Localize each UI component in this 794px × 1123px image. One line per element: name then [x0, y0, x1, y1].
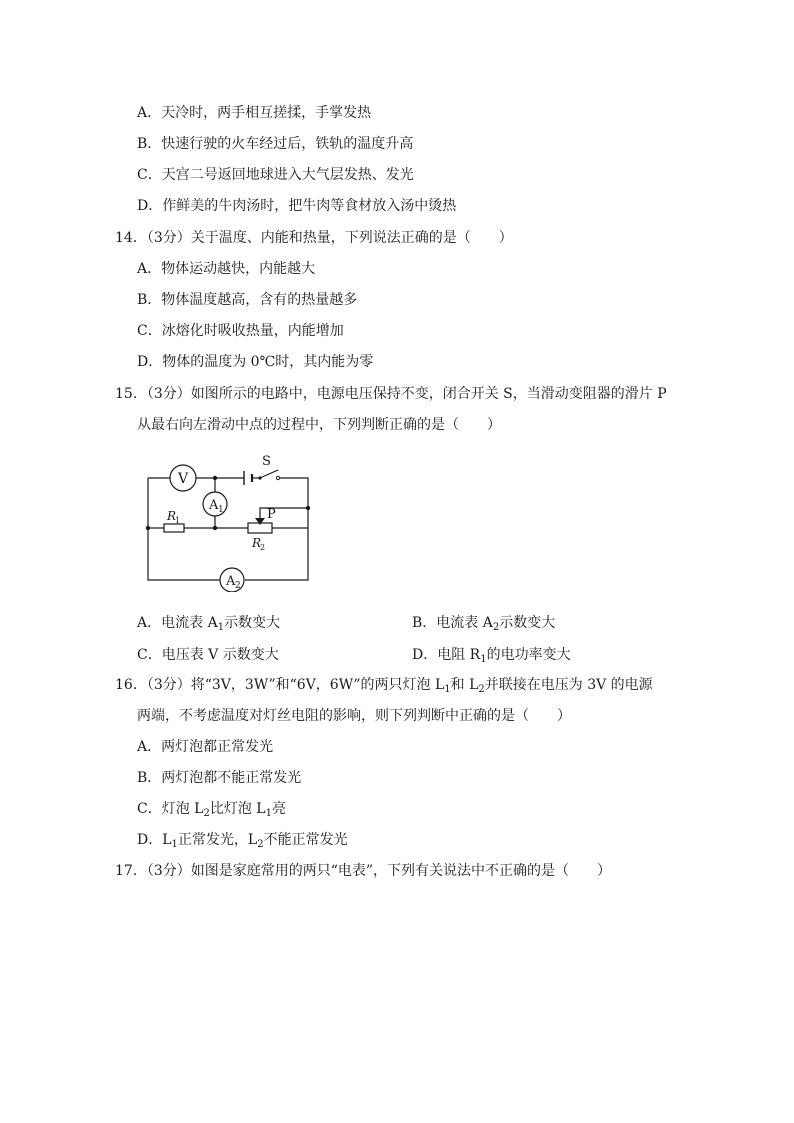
- q16-option-a: A．两灯泡都正常发光: [137, 739, 274, 755]
- junction-middle: [213, 526, 217, 530]
- ammeter-a2-label: A: [226, 574, 236, 589]
- resistor-r1-icon: [164, 524, 184, 532]
- q15-option-c: C．电压表 V 示数变大: [137, 647, 279, 663]
- q17-stem: 17．（3分）如图是家庭常用的两只“电表”，下列有关说法中不正确的是（ ）: [115, 863, 612, 879]
- q14-option-a: A．物体运动越快，内能越大: [137, 261, 316, 277]
- slider-label: P: [267, 507, 276, 522]
- resistor-r1-sub: 1: [175, 516, 181, 525]
- resistor-r2-label: R: [252, 536, 262, 550]
- q13-option-c: C．天宫二号返回地球进入大气层发热、发光: [137, 167, 414, 183]
- q13-option-a: A．天冷时，两手相互搓揉，手掌发热: [137, 105, 372, 121]
- q16-stem-line1: 16．（3分）将“3V，3W”和“6V，6W”的两只灯泡 $L_1$和 $L_2$并联接在电压为 3V 的电源: [115, 677, 653, 695]
- switch-label: S: [262, 454, 271, 469]
- q15-stem-line2: 从最右向左滑动中点的过程中，下列判断正确的是（ ）: [137, 417, 501, 433]
- ammeter-a1-label: A: [209, 498, 219, 513]
- q16-stem-line2: 两端，不考虑温度对灯丝电阻的影响，则下列判断中正确的是（ ）: [137, 708, 571, 724]
- switch-blade: [260, 470, 278, 478]
- q15-stem-line1: 15．（3分）如图所示的电路中，电源电压保持不变，闭合开关 S，当滑动变阻器的滑片 P: [115, 386, 667, 402]
- switch-contact-left: [258, 476, 261, 479]
- q16-option-b: B．两灯泡都不能正常发光: [137, 770, 302, 786]
- q15-option-a: A．电流表 $A_1$示数变大: [137, 615, 281, 633]
- junction-left: [146, 526, 150, 530]
- q14-option-d: D．物体的温度为 0℃时，其内能为零: [137, 354, 374, 370]
- q13-option-d: D．作鲜美的牛肉汤时，把牛肉等食材放入汤中烫热: [137, 198, 457, 214]
- q15-circuit-diagram: [140, 452, 320, 592]
- q14-option-b: B．物体温度越高，含有的热量越多: [137, 292, 358, 308]
- q14-stem: 14．（3分）关于温度、内能和热量，下列说法正确的是（ ）: [115, 230, 513, 246]
- q15-option-d: D．电阻 $R_1$的电功率变大: [412, 647, 571, 665]
- q15-option-b: B．电流表 $A_2$示数变大: [412, 615, 556, 633]
- q13-option-b: B．快速行驶的火车经过后，铁轨的温度升高: [137, 136, 414, 152]
- q16-option-d: D．$L_1$正常发光，$L_2$不能正常发光: [137, 832, 348, 850]
- resistor-r1-label: R: [167, 509, 177, 523]
- voltmeter-label: V: [177, 471, 189, 487]
- junction-right: [306, 506, 310, 510]
- resistor-r2-sub: 2: [260, 543, 266, 552]
- junction-top: [213, 476, 217, 480]
- q14-option-c: C．冰熔化时吸收热量，内能增加: [137, 323, 344, 339]
- ammeter-a1-sub: 1: [218, 505, 224, 515]
- switch-contact-right: [276, 476, 279, 479]
- ammeter-a2-sub: 2: [235, 581, 241, 591]
- q16-option-c: C．灯泡 $L_2$比灯泡 $L_1$亮: [137, 801, 286, 819]
